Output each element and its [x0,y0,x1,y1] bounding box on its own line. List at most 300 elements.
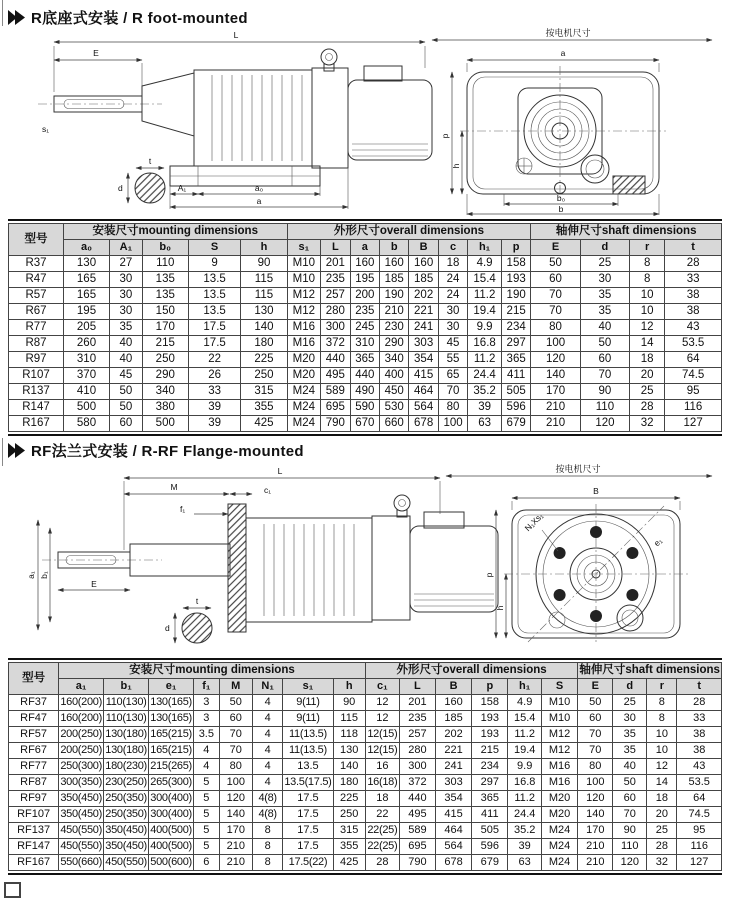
column-header: p [501,240,530,256]
value-cell: 74.5 [677,807,722,823]
value-cell: 8 [252,823,282,839]
value-cell: 15.4 [508,711,542,727]
value-cell: 100 [531,336,580,352]
value-cell: 80 [438,400,467,416]
value-cell: 4 [194,743,220,759]
value-cell: 40 [613,759,647,775]
value-cell: 11.2 [468,288,502,304]
value-cell: 596 [501,400,530,416]
value-cell: 411 [501,368,530,384]
value-cell: 13.5 [188,272,241,288]
dim-label-E: E [93,48,99,58]
dim-label-motor: 按电机尺寸 [555,464,601,474]
column-header: b [380,240,409,256]
dim-label-b0: b₀ [556,193,566,203]
column-header: h [241,240,287,256]
value-cell: 679 [501,416,530,432]
value-cell: 13.5 [283,759,333,775]
value-cell: 28 [647,839,677,855]
value-cell: 490 [350,384,379,400]
value-cell: M24 [287,416,321,432]
value-cell: 10 [630,304,665,320]
value-cell: 27 [110,256,143,272]
value-cell: 4 [252,743,282,759]
column-header: A₁ [110,240,143,256]
value-cell: 370 [64,368,110,384]
model-cell: RF107 [9,807,59,823]
section-title: RF法兰式安装 / R-RF Flange-mounted [31,443,304,460]
column-header: N₁ [252,679,282,695]
value-cell: 13.5 [188,288,241,304]
value-cell: 221 [409,304,438,320]
value-cell: 74.5 [665,368,722,384]
dim-label-L: L [277,466,283,476]
column-header: L [399,679,435,695]
value-cell: 35.2 [468,384,502,400]
value-cell: 550(660) [59,855,104,871]
value-cell: 315 [333,823,365,839]
value-cell: 12(15) [365,727,399,743]
value-cell: 245 [350,320,379,336]
model-cell: RF57 [9,727,59,743]
column-header: a₁ [59,679,104,695]
value-cell: 201 [399,695,435,711]
column-header: t [665,240,722,256]
value-cell: 4 [194,759,220,775]
value-cell: 110(130) [104,695,149,711]
section-flange-mounted-header [8,440,304,461]
value-cell: 18 [630,352,665,368]
value-cell: 8 [252,855,282,871]
value-cell: 50 [110,384,143,400]
value-cell: 50 [531,256,580,272]
value-cell: 135 [142,288,188,304]
value-cell: 120 [578,791,613,807]
value-cell: M10 [287,272,321,288]
value-cell: 300 [321,320,350,336]
value-cell: 230 [380,320,409,336]
value-cell: 590 [350,400,379,416]
value-cell: 9(11) [283,711,333,727]
column-header: p [472,679,508,695]
value-cell: 30 [110,272,143,288]
value-cell: 35 [580,304,629,320]
group-overall-dimensions: 外形尺寸overall dimensions [365,663,577,679]
value-cell: 5 [194,839,220,855]
value-cell: 35 [613,727,647,743]
value-cell: 11.2 [468,352,502,368]
table-row [9,839,722,855]
value-cell: 790 [321,416,350,432]
value-cell: 45 [110,368,143,384]
value-cell: 35 [580,288,629,304]
dim-label-d: d [118,183,123,193]
value-cell: 22 [365,807,399,823]
dim-label-t: t [195,596,199,606]
value-cell: 18 [365,791,399,807]
value-cell: 116 [677,839,722,855]
value-cell: 596 [472,839,508,855]
value-cell: 210 [578,855,613,871]
value-cell: 8 [252,839,282,855]
table-row [9,775,722,791]
value-cell: 100 [578,775,613,791]
value-cell: M16 [541,759,577,775]
table-row [9,272,722,288]
value-cell: 350(450) [59,791,104,807]
value-cell: 70 [578,743,613,759]
value-cell: 90 [613,823,647,839]
value-cell: M20 [541,807,577,823]
model-cell: RF137 [9,823,59,839]
table-row [9,368,722,384]
value-cell: 257 [399,727,435,743]
dim-label-s1: s₁ [42,124,50,134]
value-cell: 70 [438,384,467,400]
value-cell: 310 [64,352,110,368]
section-foot-mounted-header [8,7,248,28]
model-cell: R87 [9,336,64,352]
page-edge-mark [2,0,3,26]
dim-label-p: p [484,572,494,578]
value-cell: 115 [241,272,287,288]
value-cell: 193 [501,272,530,288]
value-cell: M12 [541,743,577,759]
value-cell: 241 [409,320,438,336]
value-cell: 135 [142,272,188,288]
value-cell: 415 [436,807,472,823]
value-cell: 230(250) [104,775,149,791]
value-cell: 4.9 [468,256,502,272]
value-cell: 130 [241,304,287,320]
value-cell: 450(550) [104,855,149,871]
value-cell: 250(300) [59,759,104,775]
value-cell: 70 [613,807,647,823]
value-cell: 580 [64,416,110,432]
table-row [9,416,722,432]
value-cell: 120 [613,855,647,871]
value-cell: 372 [399,775,435,791]
group-overall-dimensions: 外形尺寸overall dimensions [287,224,531,240]
value-cell: 127 [677,855,722,871]
value-cell: 9.9 [508,759,542,775]
value-cell: M16 [287,320,321,336]
value-cell: 63 [508,855,542,871]
group-shaft-dimensions: 轴伸尺寸shaft dimensions [531,224,722,240]
value-cell: 130(180) [104,727,149,743]
value-cell: 24 [438,288,467,304]
value-cell: 19.4 [508,743,542,759]
value-cell: 589 [321,384,350,400]
value-cell: 22(25) [365,823,399,839]
value-cell: 17.5 [283,791,333,807]
value-cell: 70 [580,368,629,384]
value-cell: 5 [194,823,220,839]
value-cell: 411 [472,807,508,823]
value-cell: 50 [110,400,143,416]
value-cell: 241 [436,759,472,775]
value-cell: M12 [541,727,577,743]
value-cell: M20 [541,791,577,807]
value-cell: 564 [436,839,472,855]
value-cell: 50 [219,695,252,711]
value-cell: 110 [613,839,647,855]
value-cell: 64 [677,791,722,807]
value-cell: 340 [142,384,188,400]
value-cell: 290 [380,336,409,352]
value-cell: 39 [188,416,241,432]
column-header: s₁ [283,679,333,695]
value-cell: 280 [399,743,435,759]
value-cell: 90 [580,384,629,400]
value-cell: M24 [287,384,321,400]
value-cell: 35 [110,320,143,336]
value-cell: 215 [501,304,530,320]
value-cell: 257 [321,288,350,304]
value-cell: 350(450) [104,839,149,855]
value-cell: 160(200) [59,695,104,711]
value-cell: 80 [219,759,252,775]
value-cell: 80 [531,320,580,336]
dim-label-motor: 按电机尺寸 [545,28,591,38]
value-cell: 165(215) [149,727,194,743]
value-cell: 8 [630,256,665,272]
value-cell: 30 [438,304,467,320]
value-cell: 440 [399,791,435,807]
model-column-header: 型号 [9,663,59,695]
value-cell: 450 [380,384,409,400]
value-cell: 790 [399,855,435,871]
value-cell: 70 [578,727,613,743]
value-cell: 17.5 [283,839,333,855]
value-cell: 17.5 [283,807,333,823]
column-header: B [436,679,472,695]
value-cell: 185 [409,272,438,288]
column-header: d [613,679,647,695]
value-cell: 11(13.5) [283,727,333,743]
value-cell: M24 [541,839,577,855]
value-cell: 4(8) [252,791,282,807]
value-cell: 80 [578,759,613,775]
value-cell: 28 [677,695,722,711]
model-cell: RF97 [9,791,59,807]
dim-label-a-top: a [560,48,566,58]
value-cell: 110(130) [104,711,149,727]
value-cell: M12 [287,288,321,304]
value-cell: 210 [531,400,580,416]
column-header: E [531,240,580,256]
value-cell: 110 [142,256,188,272]
value-cell: 16.8 [468,336,502,352]
value-cell: 210 [219,855,252,871]
value-cell: 60 [580,352,629,368]
value-cell: 260 [64,336,110,352]
dim-label-M: M [170,482,178,492]
value-cell: 3 [194,711,220,727]
table-row [9,336,722,352]
column-header: E [578,679,613,695]
value-cell: 28 [630,400,665,416]
value-cell: 130(165) [149,695,194,711]
value-cell: 355 [241,400,287,416]
value-cell: 400 [380,368,409,384]
value-cell: 210 [380,304,409,320]
value-cell: 250(350) [104,807,149,823]
value-cell: M24 [541,823,577,839]
value-cell: 127 [665,416,722,432]
value-cell: 200(250) [59,727,104,743]
foot-mounted-table-wrap [8,219,722,436]
value-cell: 60 [219,711,252,727]
table-row [9,384,722,400]
value-cell: 10 [630,288,665,304]
value-cell: 11.2 [508,727,542,743]
value-cell: 25 [613,695,647,711]
value-cell: 500(600) [149,855,194,871]
value-cell: 33 [665,272,722,288]
value-cell: 4 [252,695,282,711]
value-cell: 30 [438,320,467,336]
value-cell: 8 [647,711,677,727]
value-cell: 30 [580,272,629,288]
value-cell: M16 [541,775,577,791]
value-cell: 400(500) [149,823,194,839]
column-header: b₀ [142,240,188,256]
value-cell: M10 [541,695,577,711]
value-cell: 450(550) [59,823,104,839]
value-cell: 4 [252,759,282,775]
value-cell: 39 [468,400,502,416]
value-cell: 180(230) [104,759,149,775]
value-cell: 60 [613,791,647,807]
value-cell: 30 [110,288,143,304]
value-cell: 500 [142,416,188,432]
model-cell: R57 [9,288,64,304]
foot-mounted-table [8,223,722,432]
column-header: B [409,240,438,256]
value-cell: 5 [194,791,220,807]
value-cell: 355 [333,839,365,855]
table-row [9,791,722,807]
column-header-row [9,679,722,695]
value-cell: 33 [677,711,722,727]
dim-label-e1: e₁ [651,535,665,549]
value-cell: 30 [613,711,647,727]
value-cell: 30 [110,304,143,320]
value-cell: 18 [647,791,677,807]
model-cell: R167 [9,416,64,432]
value-cell: 170 [142,320,188,336]
value-cell: 35 [613,743,647,759]
value-cell: 678 [409,416,438,432]
value-cell: 202 [436,727,472,743]
value-cell: 40 [580,320,629,336]
value-cell: 115 [241,288,287,304]
value-cell: 40 [110,352,143,368]
value-cell: 201 [321,256,350,272]
column-header: d [580,240,629,256]
value-cell: 40 [110,336,143,352]
value-cell: 12 [647,759,677,775]
value-cell: 564 [409,400,438,416]
table-row [9,855,722,871]
value-cell: 25 [580,256,629,272]
value-cell: 234 [501,320,530,336]
value-cell: 33 [188,384,241,400]
table-row [9,823,722,839]
value-cell: 185 [380,272,409,288]
value-cell: 115 [333,711,365,727]
value-cell: 38 [665,304,722,320]
value-cell: 16(18) [365,775,399,791]
model-cell: RF87 [9,775,59,791]
value-cell: 53.5 [665,336,722,352]
value-cell: 28 [365,855,399,871]
value-cell: 43 [677,759,722,775]
value-cell: M10 [287,256,321,272]
value-cell: 235 [350,304,379,320]
dim-label-a0: a₀ [254,183,264,193]
value-cell: M24 [287,400,321,416]
dim-label-h: h [495,605,505,611]
group-shaft-dimensions: 轴伸尺寸shaft dimensions [578,663,722,679]
column-header: L [321,240,350,256]
value-cell: 35.2 [508,823,542,839]
value-cell: 38 [665,288,722,304]
dim-label-bolt-circle: N₁Xs₁ [522,510,546,534]
column-header: S [541,679,577,695]
dim-label-h: h [451,163,461,169]
column-header-row [9,240,722,256]
value-cell: 193 [472,711,508,727]
value-cell: 38 [677,727,722,743]
value-cell: 9(11) [283,695,333,711]
value-cell: M20 [287,368,321,384]
value-cell: 45 [438,336,467,352]
value-cell: 13.5 [188,304,241,320]
value-cell: 170 [578,823,613,839]
value-cell: 250 [241,368,287,384]
model-cell: RF77 [9,759,59,775]
value-cell: 20 [630,368,665,384]
table-row [9,807,722,823]
value-cell: 215(265) [149,759,194,775]
section-arrow-icon [8,10,25,25]
model-cell: R77 [9,320,64,336]
value-cell: 415 [409,368,438,384]
value-cell: 70 [531,304,580,320]
value-cell: 9 [188,256,241,272]
value-cell: 450(550) [59,839,104,855]
value-cell: 12 [365,711,399,727]
dim-label-p: p [440,133,450,139]
table-row [9,256,722,272]
value-cell: 43 [665,320,722,336]
model-cell: RF67 [9,743,59,759]
value-cell: 225 [333,791,365,807]
value-cell: 265(300) [149,775,194,791]
value-cell: 130 [333,743,365,759]
column-header: r [630,240,665,256]
table-row [9,727,722,743]
column-header: h [333,679,365,695]
value-cell: 14 [647,775,677,791]
value-cell: 39 [508,839,542,855]
value-cell: 350(450) [59,807,104,823]
value-cell: 303 [409,336,438,352]
value-cell: 365 [350,352,379,368]
value-cell: 193 [472,727,508,743]
